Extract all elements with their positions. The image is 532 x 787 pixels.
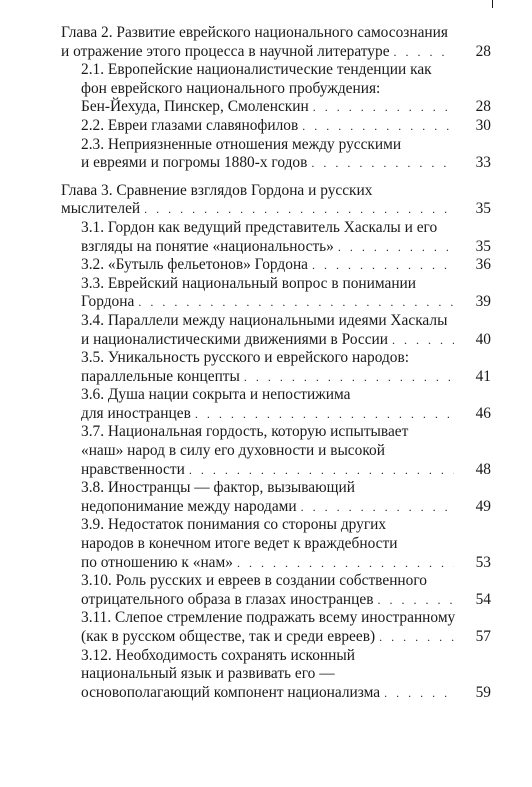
- toc-entry-title-text: мыслителей: [61, 200, 141, 218]
- toc-entry-title-text: 2.3. Неприязненные отношения между русскими: [81, 135, 402, 153]
- toc-entry-line: [81, 423, 459, 442]
- toc-page-number: 54: [475, 590, 491, 608]
- toc-section-entry: [81, 275, 491, 312]
- toc-page-number: 39: [475, 293, 491, 311]
- toc-entry-title-text: для иностранцев: [81, 404, 191, 422]
- toc-entry-line: [61, 43, 459, 62]
- toc-entry-title-text: по отношению к «нам»: [81, 553, 233, 571]
- toc-dot-leader: [301, 498, 454, 517]
- toc-entry-line: [81, 461, 459, 480]
- toc-entry-title-text: «наш» народ в силу его духовности и высокой: [81, 442, 385, 460]
- toc-entry-line: [81, 368, 459, 387]
- toc-page-number: 41: [475, 367, 491, 385]
- toc-section-entry: [81, 349, 491, 386]
- toc-entry-line: [81, 516, 459, 535]
- toc-entry-title-text: и отражение этого процесса в научной литературе: [61, 42, 390, 60]
- toc-entry-title-text: 2.2. Евреи глазами славянофилов: [81, 116, 299, 134]
- toc-page-number: 36: [475, 256, 491, 274]
- toc-dot-leader: [379, 628, 454, 647]
- toc-dot-leader: [313, 98, 454, 117]
- toc-dot-leader: [195, 405, 454, 424]
- toc-entry-title-text: нравственности: [81, 460, 185, 478]
- toc-entry-line: [81, 554, 459, 573]
- toc-dot-leader: [377, 591, 454, 610]
- toc-entry-line: [81, 479, 459, 498]
- toc-page-number: 57: [475, 628, 491, 645]
- toc-chapter-entry: [61, 24, 491, 61]
- toc-dot-leader: [244, 368, 454, 387]
- toc-entry-line: [81, 293, 459, 312]
- toc-entry-title-text: 3.7. Национальная гордость, которую испытывает: [81, 423, 409, 441]
- toc-page-number: 28: [475, 42, 491, 60]
- toc-entry-line: [81, 628, 459, 647]
- toc-entry-line: [81, 405, 459, 424]
- toc-entry-title-text: основополагающий компонент национализма: [81, 683, 381, 701]
- toc-entry-line: [81, 591, 459, 610]
- toc-entry-title-text: и евреями и погромы 1880-х годов: [81, 154, 308, 172]
- toc-section-entry: [81, 312, 491, 349]
- toc-entry-line: [81, 535, 459, 554]
- toc-dot-leader: [302, 117, 454, 136]
- toc-dot-leader: [394, 43, 454, 62]
- toc-page-number: 49: [475, 497, 491, 515]
- toc-page-number: 33: [475, 154, 491, 172]
- toc-entry-title-text: Бен-Йехуда, Пинскер, Смоленскин: [81, 98, 309, 116]
- toc-entry-title-text: 3.2. «Бутыль фельетонов» Гордона: [81, 256, 309, 274]
- toc-entry-line: [81, 117, 459, 136]
- toc-page-number: 30: [475, 116, 491, 134]
- toc-section-entry: [81, 117, 491, 136]
- toc-dot-leader: [189, 461, 454, 480]
- toc-section-entry: [81, 136, 491, 173]
- toc-entry-line: [61, 182, 459, 201]
- toc-entry-title-text: 3.6. Душа нации сокрыта и непостижима: [81, 386, 351, 404]
- toc-entry-line: [81, 275, 459, 294]
- toc-entry-title-text: народов в конечном итоге ведет к враждебности: [81, 535, 398, 553]
- toc-entry-line: [81, 609, 459, 628]
- toc-page-number: 40: [475, 330, 491, 348]
- toc-chapter-entry: [61, 182, 491, 219]
- toc-entry-title-text: Глава 3. Сравнение взглядов Гордона и русских: [61, 181, 373, 199]
- toc-entry-title-text: 3.12. Необходимость сохранять исконный: [81, 646, 355, 664]
- toc-entry-line: [81, 98, 459, 117]
- toc-entry-title-text: 3.3. Еврейский национальный вопрос в понимании: [81, 274, 417, 292]
- toc-entry-line: [81, 312, 459, 331]
- toc-section-entry: [81, 386, 491, 423]
- toc-entry-title-text: 3.9. Недостаток понимания со стороны других: [81, 516, 387, 534]
- toc-page-number: 59: [475, 683, 491, 701]
- toc-section-entry: [81, 61, 491, 117]
- toc-entry-line: [81, 386, 459, 405]
- toc-entry-line: [81, 572, 459, 591]
- toc-entry-line: [81, 154, 459, 173]
- toc-entry-line: [81, 665, 459, 684]
- toc-page-number: 35: [475, 237, 491, 255]
- toc-entry-line: [81, 136, 459, 155]
- toc-entry-title-text: 3.1. Гордон как ведущий представитель Хаскалы и его: [81, 218, 438, 236]
- toc-section-entry: [81, 572, 491, 609]
- toc-entry-title-text: 3.4. Параллели между национальными идеями Хаскалы: [81, 311, 448, 329]
- toc-entry-line: [81, 331, 459, 350]
- toc-entry-line: [81, 256, 459, 275]
- toc-dot-leader: [384, 684, 454, 703]
- toc-entry-title-text: 3.8. Иностранцы — фактор, вызывающий: [81, 479, 355, 497]
- toc-entry-line: [81, 349, 459, 368]
- toc-entry-title-text: 3.5. Уникальность русского и еврейского народов:: [81, 349, 410, 367]
- toc-section-entry: [81, 479, 491, 516]
- toc-section-entry: [81, 516, 491, 572]
- toc-entry-line: [81, 498, 459, 517]
- toc-section-entry: [81, 219, 491, 256]
- toc-entry-title-text: национальный язык и развивать его —: [81, 665, 335, 683]
- toc-page-number: 46: [475, 404, 491, 422]
- toc-page-number: 48: [475, 460, 491, 478]
- toc-entry-title-text: 3.11. Слепое стремление подражать всему иностранному: [81, 609, 456, 627]
- toc-entry-title-text: 2.1. Европейские националистические тенденции как: [81, 61, 432, 79]
- toc-entry-line: [81, 238, 459, 257]
- toc-entry-title-text: отрицательного образа в глазах иностранцев: [81, 590, 374, 608]
- toc-entry-line: [81, 61, 459, 80]
- toc-entry-title-text: взгляды на понятие «национальность»: [81, 237, 334, 255]
- toc-entry-title-text: (как в русском обществе, так и среди евреев): [81, 628, 376, 645]
- toc-entry-title-text: Гордона: [81, 293, 135, 311]
- toc-dot-leader: [338, 238, 454, 257]
- toc-dot-leader: [311, 154, 454, 173]
- toc-section-entry: [81, 256, 491, 275]
- toc-entry-line: [81, 219, 459, 238]
- toc-entry-title-text: недопонимание между народами: [81, 497, 297, 515]
- toc-dot-leader: [237, 554, 454, 573]
- page-corner-mark: [492, 0, 493, 8]
- toc-entry-title-text: параллельные концепты: [81, 367, 240, 385]
- toc-entry-title-text: фон еврейского национального пробуждения:: [81, 79, 381, 97]
- toc-page-number: 28: [475, 98, 491, 116]
- toc-section-entry: [81, 647, 491, 703]
- toc-entry-title-text: Глава 2. Развитие еврейского национального самосознания: [61, 24, 448, 41]
- toc-section-entry: [81, 609, 491, 646]
- toc-entry-line: [81, 442, 459, 461]
- toc-dot-leader: [138, 293, 454, 312]
- toc-page-number: 35: [475, 200, 491, 218]
- toc-dot-leader: [144, 200, 454, 219]
- table-of-contents: [61, 24, 491, 702]
- toc-entry-line: [61, 24, 459, 43]
- toc-section-entry: [81, 423, 491, 479]
- toc-entry-line: [81, 684, 459, 703]
- toc-entry-line: [81, 80, 459, 99]
- toc-dot-leader: [312, 256, 454, 275]
- toc-entry-title-text: и националистическими движениями в России: [81, 330, 389, 348]
- toc-dot-leader: [392, 331, 454, 350]
- toc-entry-line: [81, 647, 459, 666]
- toc-entry-line: [61, 200, 459, 219]
- toc-entry-title-text: 3.10. Роль русских и евреев в создании собственного: [81, 572, 427, 590]
- toc-page-number: 53: [475, 553, 491, 571]
